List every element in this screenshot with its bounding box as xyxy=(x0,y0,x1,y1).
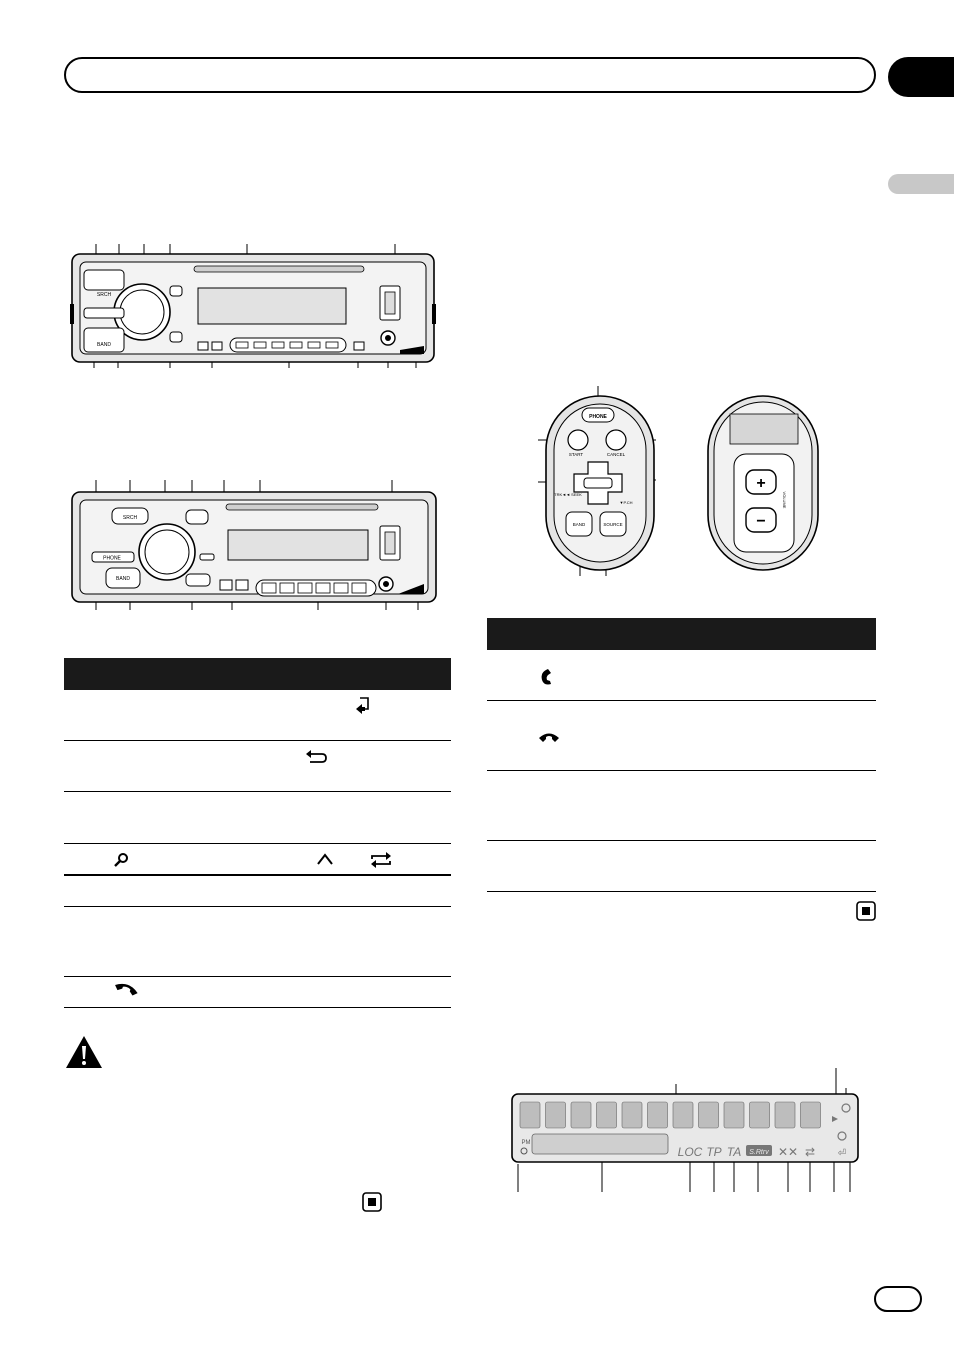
srch-label-b: SRCH xyxy=(122,515,138,521)
remote-volume-label: VOLUME xyxy=(782,491,787,509)
table-rule xyxy=(64,1007,451,1008)
remote-phone-label: PHONE xyxy=(589,414,607,420)
band-label-b: BAND xyxy=(116,576,130,582)
chapter-tab xyxy=(888,57,954,97)
display-segment-char xyxy=(571,1102,591,1128)
page-number-badge xyxy=(874,1286,922,1312)
display-sfx-label: S.Rtrv xyxy=(749,1149,769,1156)
table-rule xyxy=(487,700,876,701)
head-unit-diagram-a xyxy=(66,236,446,384)
table-rule xyxy=(64,976,451,977)
section-side-tab xyxy=(888,174,954,194)
table-rule xyxy=(64,874,451,876)
return-arrow-icon xyxy=(304,749,328,765)
phone-label-b: PHONE xyxy=(103,555,121,562)
remote-pch-label: ▼P.CH xyxy=(619,500,633,505)
band-label: BAND xyxy=(97,342,111,348)
display-ipod-indicator: ⏎ xyxy=(837,1148,847,1159)
magnifier-icon xyxy=(113,852,129,868)
display-ta-label: TA xyxy=(726,1145,742,1159)
volume-minus-icon: − xyxy=(756,513,766,530)
display-repeat-indicator: ⇄ xyxy=(804,1145,816,1159)
table-rule xyxy=(64,906,451,907)
srch-label: SRCH xyxy=(96,292,112,298)
display-segment-char xyxy=(750,1102,770,1128)
remote-start-label: START xyxy=(568,452,584,457)
left-table-header xyxy=(64,658,451,690)
display-segment-char xyxy=(520,1102,540,1128)
display-segment-char xyxy=(801,1102,821,1128)
display-segment-char xyxy=(775,1102,795,1128)
phone-handset-icon xyxy=(112,982,140,1000)
chapter-header-bar xyxy=(64,57,876,93)
display-segment-char xyxy=(648,1102,668,1128)
stop-square-icon xyxy=(362,1192,382,1212)
repeat-icon xyxy=(369,851,393,869)
volume-plus-icon: + xyxy=(756,475,766,492)
right-table-header xyxy=(487,618,876,650)
remote-source-label: SOURCE xyxy=(603,522,623,527)
phone-onhook-icon xyxy=(538,730,560,746)
display-pm-label: PM xyxy=(521,1140,531,1146)
display-segment-char xyxy=(622,1102,642,1128)
display-segment-char xyxy=(699,1102,719,1128)
steering-remote-diagram xyxy=(508,380,834,584)
table-rule xyxy=(64,791,451,792)
ipod-control-icon xyxy=(354,697,370,715)
display-segment-char xyxy=(597,1102,617,1128)
caret-up-icon xyxy=(316,852,334,866)
head-unit-diagram-b xyxy=(66,472,446,622)
display-indicator-diagram xyxy=(510,1064,862,1196)
table-rule xyxy=(64,740,451,741)
table-rule xyxy=(487,770,876,771)
display-random-indicator: ✕✕ xyxy=(777,1145,799,1159)
display-segment-char xyxy=(546,1102,566,1128)
phone-offhook-icon xyxy=(538,666,558,686)
display-segment-char xyxy=(673,1102,693,1128)
warning-triangle-icon xyxy=(64,1034,104,1070)
table-rule xyxy=(64,843,451,844)
remote-band-label: BAND xyxy=(572,522,586,527)
display-tp-label: TP xyxy=(706,1145,722,1159)
display-loc-label: LOC xyxy=(677,1145,703,1159)
stop-square-icon xyxy=(856,901,876,921)
remote-seek-label: TRK◄◄ SEEK xyxy=(554,492,582,497)
table-rule xyxy=(487,891,876,892)
display-segment-char xyxy=(724,1102,744,1128)
remote-cancel-label: CANCEL xyxy=(606,452,626,457)
table-rule xyxy=(487,840,876,841)
